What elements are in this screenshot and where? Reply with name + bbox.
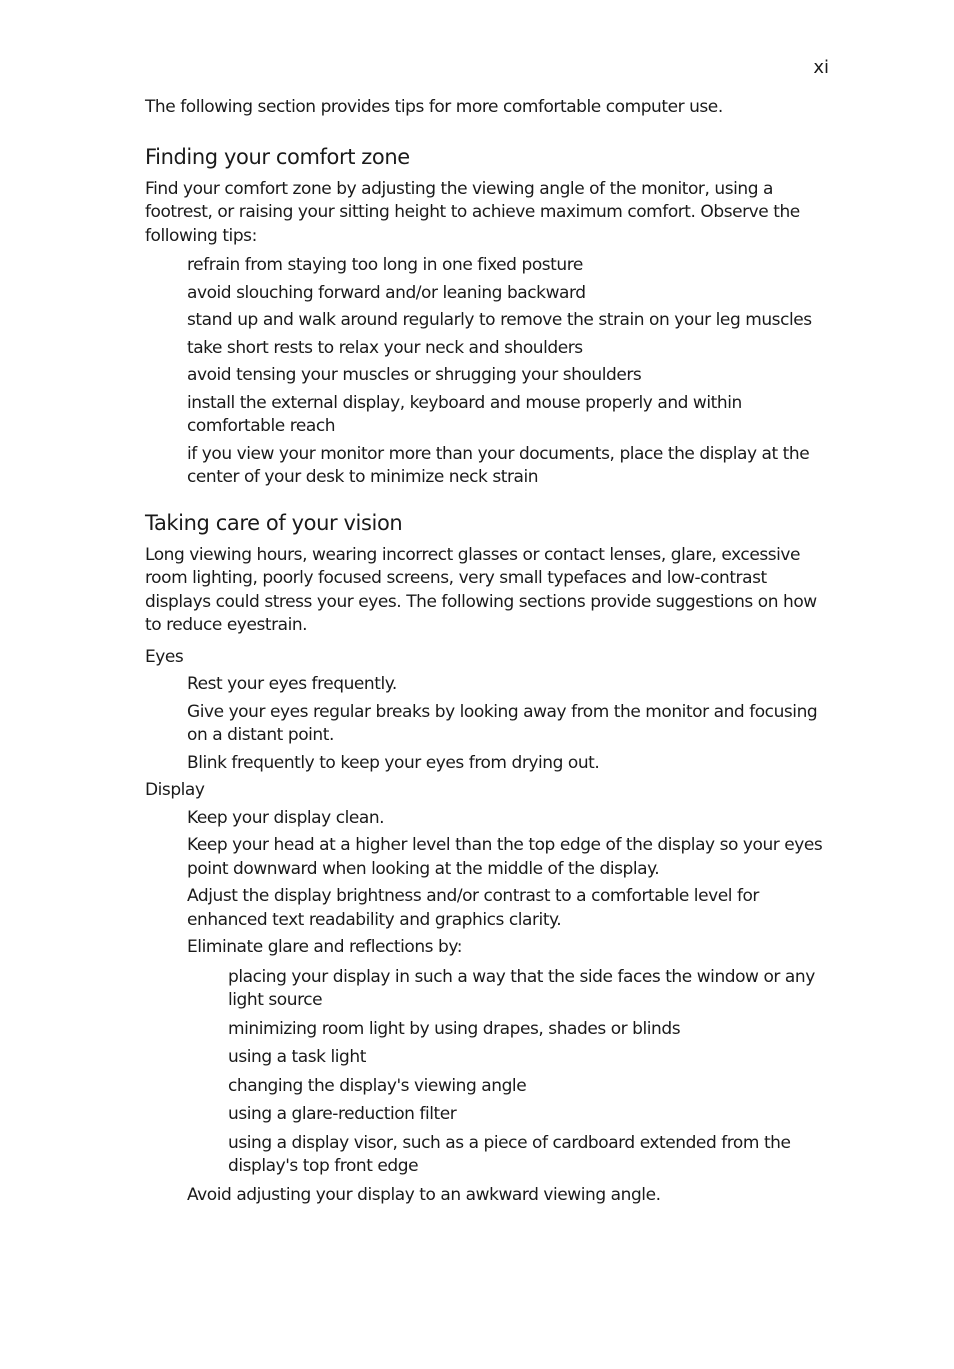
list-item [187, 936, 830, 1179]
comfort-zone-heading: Finding your comfort zone [145, 144, 410, 169]
list-item: refrain from staying too long in one fixed posture [187, 255, 583, 275]
list-item: changing the display's viewing angle [228, 1075, 527, 1096]
list-item: Avoid adjusting your display to an awkward viewing angle. [187, 1184, 661, 1205]
list-item: install the external display, keyboard and mouse properly and within comfortable reach [187, 392, 742, 436]
comfort-zone-paragraph: Find your comfort zone by adjusting the viewing angle of the monitor, using a footrest, or raising your sitting height to achieve maximum comfort. Observe the following tips: [145, 178, 800, 246]
intro-paragraph: The following section provides tips for more comfortable computer use. [145, 97, 723, 117]
list-item: Rest your eyes frequently. [187, 674, 397, 694]
list-item: using a glare-reduction filter [228, 1104, 457, 1124]
list-item: Adjust the display brightness and/or contrast to a comfortable level for enhanced text readability and graphics clarity. [187, 886, 759, 930]
list-item: placing your display in such a way that the side faces the window or any light source [228, 966, 815, 1010]
display-subheading: Display [145, 780, 205, 800]
eyes-subheading: Eyes [145, 646, 184, 667]
display-list [145, 807, 830, 1208]
list-item: stand up and walk around regularly to remove the strain on your leg muscles [187, 310, 812, 330]
page-number: xi [813, 57, 829, 78]
list-item: Keep your head at a higher level than the top edge of the display so your eyes point downward when looking at the middle of the display. [187, 835, 823, 879]
list-item: Keep your display clean. [187, 807, 385, 828]
eyes-list [145, 673, 830, 775]
list-item: avoid slouching forward and/or leaning backward [187, 282, 586, 303]
list-item: minimizing room light by using drapes, shades or blinds [228, 1018, 681, 1039]
list-item: avoid tensing your muscles or shrugging your shoulders [187, 365, 642, 385]
glare-list [187, 966, 830, 1179]
list-item: using a task light [228, 1047, 366, 1067]
list-item: Give your eyes regular breaks by looking away from the monitor and focusing on a distant point. [187, 701, 818, 745]
document-body [145, 96, 830, 1211]
comfort-tips-list [145, 254, 830, 490]
vision-paragraph: Long viewing hours, wearing incorrect glasses or contact lenses, glare, excessive room lighting, poorly focused screens, very small typefaces and low-contrast displays could stress your eyes. The following sections provide suggestions on how to reduce eyestrain. [145, 544, 817, 635]
vision-heading: Taking care of your vision [145, 510, 403, 535]
glare-intro: Eliminate glare and reflections by: [187, 937, 462, 957]
list-item: take short rests to relax your neck and shoulders [187, 337, 583, 358]
list-item: if you view your monitor more than your documents, place the display at the center of your desk to minimize neck strain [187, 443, 810, 487]
section-spacer [145, 494, 830, 510]
list-item: using a display visor, such as a piece of cardboard extended from the display's top front edge [228, 1132, 791, 1176]
list-item: Blink frequently to keep your eyes from drying out. [187, 752, 600, 773]
